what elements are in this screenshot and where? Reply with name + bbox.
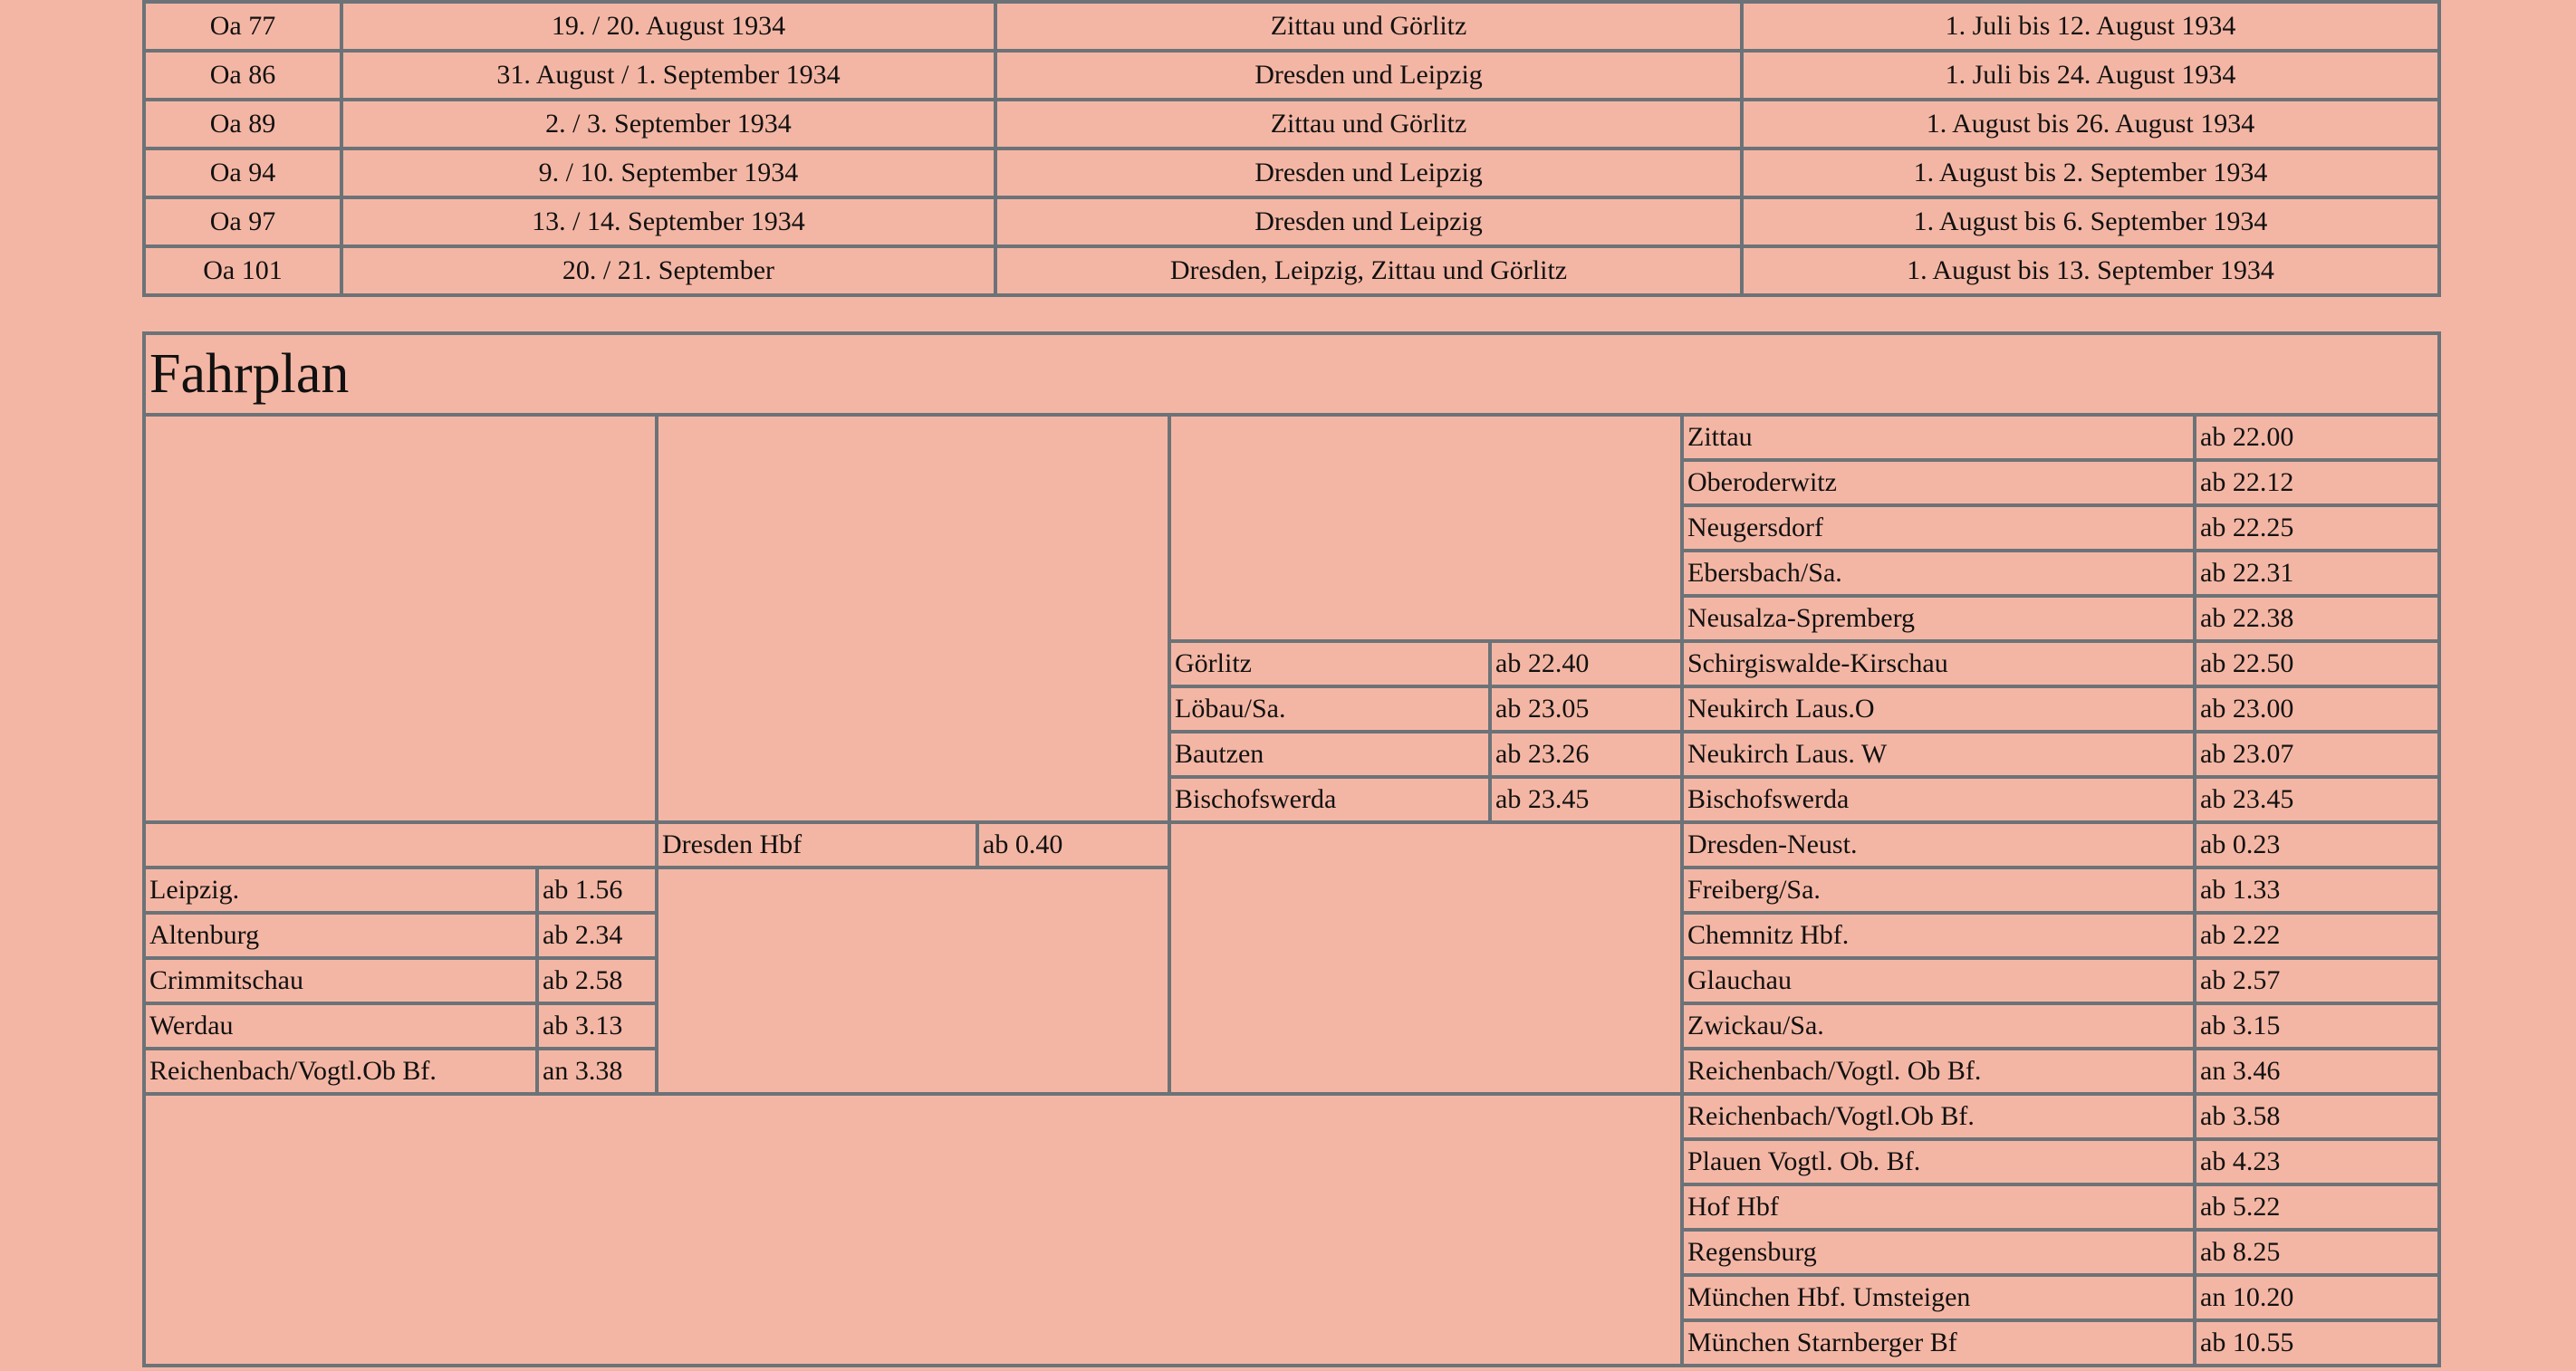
station-name: Reichenbach/Vogtl.Ob Bf. xyxy=(144,1049,537,1094)
departure-time: ab 3.13 xyxy=(537,1003,657,1049)
departure-time: ab 10.55 xyxy=(2195,1320,2439,1366)
travel-date: 20. / 21. September xyxy=(341,246,995,295)
departure-time: ab 22.40 xyxy=(1490,641,1682,686)
departure-cities: Dresden und Leipzig xyxy=(995,149,1742,197)
timetable xyxy=(142,331,2441,1367)
station-name: Zwickau/Sa. xyxy=(1682,1003,2195,1049)
station-name: Reichenbach/Vogtl.Ob Bf. xyxy=(1682,1094,2195,1139)
station-name: Görlitz xyxy=(1169,641,1490,686)
departure-time: ab 0.40 xyxy=(977,822,1169,868)
station-name: Ebersbach/Sa. xyxy=(1682,551,2195,596)
empty-cell xyxy=(657,868,1169,1094)
table-row xyxy=(144,246,2439,295)
departure-time: an 3.46 xyxy=(2195,1049,2439,1094)
station-name: Löbau/Sa. xyxy=(1169,686,1490,732)
departure-time: ab 2.58 xyxy=(537,958,657,1003)
train-code: Oa 77 xyxy=(144,2,341,51)
departure-time: ab 1.33 xyxy=(2195,868,2439,913)
table-row xyxy=(144,2,2439,51)
departure-time: ab 2.22 xyxy=(2195,913,2439,958)
departure-time: ab 1.56 xyxy=(537,868,657,913)
station-name: Glauchau xyxy=(1682,958,2195,1003)
departure-time: an 3.38 xyxy=(537,1049,657,1094)
station-name: Reichenbach/Vogtl. Ob Bf. xyxy=(1682,1049,2195,1094)
station-name: Neukirch Laus.O xyxy=(1682,686,2195,732)
booking-period: 1. Juli bis 24. August 1934 xyxy=(1742,51,2439,100)
departure-time: ab 22.38 xyxy=(2195,596,2439,641)
departure-time: an 10.20 xyxy=(2195,1275,2439,1320)
departure-time: ab 3.58 xyxy=(2195,1094,2439,1139)
departure-cities: Dresden, Leipzig, Zittau und Görlitz xyxy=(995,246,1742,295)
station-name: Leipzig. xyxy=(144,868,537,913)
empty-cell xyxy=(144,822,657,868)
excursion-schedule-table xyxy=(142,0,2441,297)
booking-period: 1. August bis 13. September 1934 xyxy=(1742,246,2439,295)
station-name: Oberoderwitz xyxy=(1682,460,2195,505)
station-name: Dresden-Neust. xyxy=(1682,822,2195,868)
booking-period: 1. August bis 26. August 1934 xyxy=(1742,100,2439,149)
station-name: Neukirch Laus. W xyxy=(1682,732,2195,777)
station-name: Bischofswerda xyxy=(1169,777,1490,822)
booking-period: 1. August bis 2. September 1934 xyxy=(1742,149,2439,197)
table-row xyxy=(144,415,2439,460)
station-name: Werdau xyxy=(144,1003,537,1049)
travel-date: 19. / 20. August 1934 xyxy=(341,2,995,51)
departure-time: ab 22.50 xyxy=(2195,641,2439,686)
station-name: Crimmitschau xyxy=(144,958,537,1003)
departure-time: ab 22.25 xyxy=(2195,505,2439,551)
train-code: Oa 94 xyxy=(144,149,341,197)
station-name: Hof Hbf xyxy=(1682,1184,2195,1230)
empty-cell xyxy=(144,415,657,822)
table-row xyxy=(144,100,2439,149)
station-name: Dresden Hbf xyxy=(657,822,977,868)
train-code: Oa 89 xyxy=(144,100,341,149)
train-code: Oa 97 xyxy=(144,197,341,246)
booking-period: 1. Juli bis 12. August 1934 xyxy=(1742,2,2439,51)
departure-time: ab 23.45 xyxy=(1490,777,1682,822)
table-row xyxy=(144,822,2439,868)
station-name: Bischofswerda xyxy=(1682,777,2195,822)
departure-time: ab 5.22 xyxy=(2195,1184,2439,1230)
departure-time: ab 23.07 xyxy=(2195,732,2439,777)
station-name: München Hbf. Umsteigen xyxy=(1682,1275,2195,1320)
station-name: München Starnberger Bf xyxy=(1682,1320,2195,1366)
departure-time: ab 2.34 xyxy=(537,913,657,958)
departure-time: ab 8.25 xyxy=(2195,1230,2439,1275)
departure-time: ab 22.12 xyxy=(2195,460,2439,505)
table-row xyxy=(144,197,2439,246)
empty-cell xyxy=(1169,822,1682,1094)
departure-time: ab 23.05 xyxy=(1490,686,1682,732)
departure-cities: Zittau und Görlitz xyxy=(995,2,1742,51)
station-name: Neugersdorf xyxy=(1682,505,2195,551)
departure-time: ab 22.00 xyxy=(2195,415,2439,460)
travel-date: 2. / 3. September 1934 xyxy=(341,100,995,149)
departure-time: ab 2.57 xyxy=(2195,958,2439,1003)
train-code: Oa 101 xyxy=(144,246,341,295)
departure-cities: Dresden und Leipzig xyxy=(995,51,1742,100)
table-row xyxy=(144,51,2439,100)
station-name: Plauen Vogtl. Ob. Bf. xyxy=(1682,1139,2195,1184)
departure-cities: Dresden und Leipzig xyxy=(995,197,1742,246)
table-row xyxy=(144,1094,2439,1139)
station-name: Chemnitz Hbf. xyxy=(1682,913,2195,958)
station-name: Schirgiswalde-Kirschau xyxy=(1682,641,2195,686)
station-name: Neusalza-Spremberg xyxy=(1682,596,2195,641)
empty-cell xyxy=(657,415,1169,822)
departure-cities: Zittau und Görlitz xyxy=(995,100,1742,149)
booking-period: 1. August bis 6. September 1934 xyxy=(1742,197,2439,246)
travel-date: 13. / 14. September 1934 xyxy=(341,197,995,246)
departure-time: ab 4.23 xyxy=(2195,1139,2439,1184)
station-name: Bautzen xyxy=(1169,732,1490,777)
empty-cell xyxy=(144,1094,1682,1366)
station-name: Zittau xyxy=(1682,415,2195,460)
table-row xyxy=(144,149,2439,197)
train-code: Oa 86 xyxy=(144,51,341,100)
station-name: Regensburg xyxy=(1682,1230,2195,1275)
departure-time: ab 3.15 xyxy=(2195,1003,2439,1049)
travel-date: 31. August / 1. September 1934 xyxy=(341,51,995,100)
departure-time: ab 0.23 xyxy=(2195,822,2439,868)
departure-time: ab 23.26 xyxy=(1490,732,1682,777)
departure-time: ab 23.45 xyxy=(2195,777,2439,822)
departure-time: ab 23.00 xyxy=(2195,686,2439,732)
empty-cell xyxy=(1169,415,1682,641)
timetable-title: Fahrplan xyxy=(144,333,2439,415)
travel-date: 9. / 10. September 1934 xyxy=(341,149,995,197)
station-name: Altenburg xyxy=(144,913,537,958)
departure-time: ab 22.31 xyxy=(2195,551,2439,596)
station-name: Freiberg/Sa. xyxy=(1682,868,2195,913)
